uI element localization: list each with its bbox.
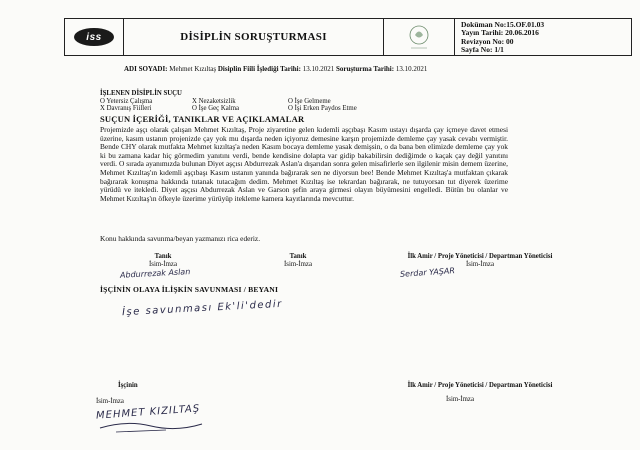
statement-paragraph: Projemizde aşçı olarak çalışan Mehmet Kızıltaş, Proje ziyaretine gelen kıdemli aşçıbaşı Kasım ustayı dışarda çay içmeye davet etmesi üzerine, kasım ustanın projenizde çay yok mu dışarda neden içiyoruz demesine karşın projemizde demleme çay yasak cevabı vermiştir. Bende CHY olarak mutfakta Mehmet kızıltaş'a neden Kasım bocaya demleme yasak demişsin, o da bana ben elimizde demleme çay yok ki bu zamana kadar hiç görmedim yanıtını verdi, bende kendisine dolapta var gidip bakabilirsin dediğimde o kaçak çay değil yanıtını verdi. O sırada ayanımızda bulunan Diyet aşçısı Abdurrezak Aslan'a dışarıdan sonra gelen misafirlerle sen ilgilenir misin demem üzerine, Mehmet Kızıltaş'ın kıdemli aşçıbaşı Kasım ustanın yanında bağırarak sen ne diyorsun bee! Bende Mehmet Kızıltaş'a mutfaktan çıkarak bağırarak konuşma hakkında tutanak tutacağım dedim. Mehmet Kızıltaş ise tekrardan bağırarak, ne tutuyorsan tut diyerek üzerime yürüdü ve itekledi. Diyet aşçısı Abdurrezak Aslan ve Garson şefin araya girmesi olayın büyümesini engelledi. Bütün bu olanlar ve Mehmet Kızıltaş'ın öfkeyle üzerime yürüyüp itekleme kamera kayıtlarında mevcuttur. (100, 125, 508, 203)
iss-logo: iss (74, 28, 114, 46)
defense-handwritten-note: İşe savunması Ek'li'dedir (121, 298, 284, 319)
offence-item: O İşe Gelmeme (288, 97, 331, 105)
footer-manager-sign-label: İsim-İmza (446, 396, 474, 403)
page-number: Sayfa No: 1/1 (461, 45, 504, 55)
seal-cell (384, 19, 455, 55)
publish-date: Yayın Tarihi: 20.06.2016 (461, 28, 539, 38)
witness2-label: Tanık İsim-İmza (284, 253, 312, 268)
content-section-title: SUÇUN İÇERİĞİ, TANIKLAR VE AÇIKLAMALAR (100, 114, 305, 124)
worker-name-sign-label: İsim-İmza (96, 398, 124, 405)
document-title: DİSİPLİN SORUŞTURMASI (124, 19, 384, 55)
ministry-seal-icon (404, 22, 434, 52)
worker-signature-flourish (96, 418, 206, 434)
name-label: ADI SOYADI: (124, 65, 168, 73)
info-line (124, 65, 427, 74)
offences-block (100, 90, 408, 113)
closing-sentence: Konu hakkında savunma/beyan yazmanızı rica ederiz. (100, 234, 261, 243)
document-header (64, 18, 632, 56)
revision-number: Revizyon No: 00 (461, 36, 514, 46)
offence-item: O Yetersiz Çalışma (100, 97, 153, 105)
manager-label: İlk Amir / Proje Yöneticisi / Departman Yöneticisi İsim-İmza (407, 253, 553, 268)
defense-section-title: İŞÇİNİN OLAYA İLİŞKİN SAVUNMASI / BEYANI (100, 285, 279, 294)
logo-cell (65, 19, 124, 55)
worker-label: İşçinin (118, 382, 138, 389)
offences-title: İŞLENEN DİSİPLİN SUÇU (100, 90, 182, 97)
offence-item: X Nezaketsizlik (192, 97, 236, 105)
manager-signature: Serdar YAŞAR (399, 266, 456, 279)
document-meta (455, 19, 631, 55)
offence-item: O İşi Erken Paydos Etme (288, 105, 357, 113)
witness1-signature: Abdurrezak Aslan (119, 267, 191, 280)
witness1-label: Tanık İsim-İmza (149, 253, 177, 268)
doc-number: Doküman No:15.OF.01.03 (461, 20, 545, 29)
event-date-value: 13.10.2021 (302, 65, 335, 73)
worker-signature: MEHMET KIZILTAŞ (95, 403, 201, 422)
offence-item: X Davranış Fiilleri (100, 105, 152, 113)
inquiry-date-value: 13.10.2021 (395, 65, 428, 73)
inquiry-date-label: Soruşturma Tarihi: (335, 65, 395, 73)
footer-manager-label: İlk Amir / Proje Yöneticisi / Departman Yöneticisi (407, 382, 553, 389)
name-value: Mehmet Kızıltaş (169, 65, 217, 73)
offence-item: O İşe Geç Kalma (192, 105, 240, 113)
event-date-label: Disiplin Fiili İşlediği Tarihi: (217, 65, 301, 73)
